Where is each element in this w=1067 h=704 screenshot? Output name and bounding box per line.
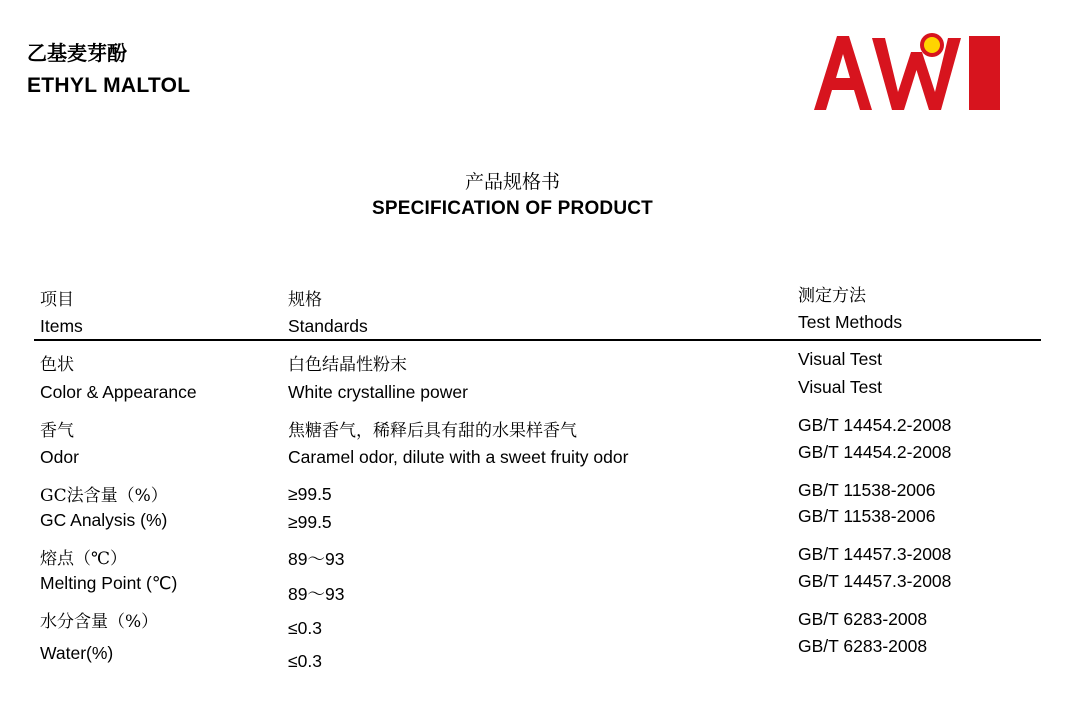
standard-cn: ≤0.3: [288, 618, 322, 638]
standard-en: ≤0.3: [288, 651, 322, 671]
test-method: GB/T 14457.3-2008: [798, 544, 952, 564]
header-methods-en: Test Methods: [798, 312, 903, 332]
awi-logo: [812, 28, 1012, 116]
item-en: Odor: [40, 447, 79, 467]
test-method: GB/T 11538-2006: [798, 480, 936, 500]
spec-title-cn: 产品规格书: [464, 171, 560, 193]
standard-cn: 焦糖香气，稀释后具有甜的水果样香气: [288, 421, 577, 441]
item-cn: 水分含量（%）: [40, 612, 159, 632]
test-method: GB/T 14454.2-2008: [798, 442, 952, 462]
test-method: GB/T 14454.2-2008: [798, 415, 952, 435]
standard-en: White crystalline power: [288, 382, 468, 402]
item-en: Water(%): [40, 643, 114, 663]
item-cn: 熔点（℃）: [40, 549, 128, 569]
logo-letter-a: [814, 36, 872, 110]
product-name-en: ETHYL MALTOL: [27, 74, 191, 97]
standard-cn: 89～93: [288, 549, 345, 569]
item-en: Color & Appearance: [40, 382, 197, 402]
standard-cn: 白色结晶性粉末: [288, 355, 407, 375]
logo-letter-i: [969, 36, 1000, 110]
test-method: GB/T 14457.3-2008: [798, 571, 952, 591]
standard-en: Caramel odor, dilute with a sweet fruity odor: [288, 447, 629, 467]
standard-cn: ≥99.5: [288, 484, 332, 504]
item-cn: 香气: [40, 421, 74, 441]
test-method: GB/T 11538-2006: [798, 506, 936, 526]
item-cn: GC法含量（%）: [40, 486, 168, 506]
test-method: Visual Test: [798, 377, 882, 397]
header-standards-cn: 规格: [288, 290, 322, 310]
logo-letter-w: [872, 38, 961, 110]
spec-title-en: SPECIFICATION OF PRODUCT: [371, 198, 653, 219]
product-name-cn: 乙基麦芽酚: [27, 41, 127, 65]
header-standards-en: Standards: [288, 316, 368, 336]
test-method: Visual Test: [798, 349, 882, 369]
item-en: GC Analysis (%): [40, 510, 168, 530]
header-items-cn: 项目: [40, 290, 74, 310]
item-en: Melting Point (℃): [40, 573, 178, 593]
item-cn: 色状: [40, 355, 74, 375]
test-method: GB/T 6283-2008: [798, 636, 928, 656]
header-divider: [34, 339, 1041, 341]
standard-en: ≥99.5: [288, 512, 332, 532]
header-methods-cn: 测定方法: [798, 286, 866, 306]
standard-en: 89～93: [288, 584, 345, 604]
test-method: GB/T 6283-2008: [798, 609, 928, 629]
header-items-en: Items: [40, 316, 83, 336]
